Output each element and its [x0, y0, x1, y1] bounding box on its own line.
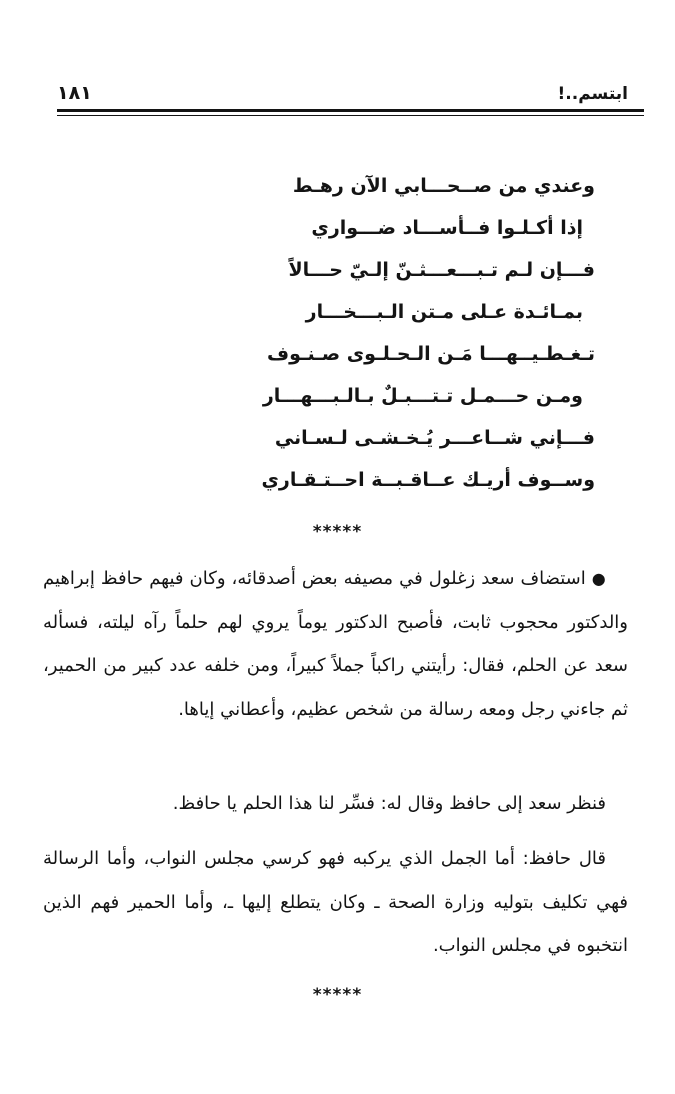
- story-paragraph: فنظر سعد إلى حافظ وقال له: فسِّر لنا هذا الحلم يا حافظ.: [172, 793, 606, 814]
- running-title: ابتسم..!: [557, 84, 628, 104]
- page-number: ١٨١: [57, 82, 92, 104]
- poem-line: وعندي من صــحـــابي الآن رهـط: [292, 175, 595, 197]
- bullet-icon: ●: [591, 569, 606, 588]
- poem-line: تـغـطـيــهـــا مَـن الـحـلـوى صـنـوف: [267, 343, 595, 365]
- poem-line: إذا أكـلـوا فــأســـاد ضـــواري: [311, 217, 583, 239]
- story-paragraph-text: استضاف سعد زغلول في مصيفه بعض أصدقائه، وكان فيهم حافظ إبراهيم والدكتور محجوب ثابت، فأصبح الدكتور يوماً يروي لهم حلماً رآه ليلته، فسأله سعد عن الحلم، فقال: رأيتني راكباً جملاً كبيراً، ومن خلفه عدد كبير من الحمير، ثم جاءني رجل ومعه رسالة من شخص عظيم، وأعطاني إياها.: [43, 568, 628, 720]
- poem-line: وســوف أريـك عــاقـبــة احــتـقـاري: [261, 469, 595, 491]
- poem-line: فـــإني شــاعـــر يُـخـشـى لـسـاني: [274, 427, 595, 449]
- story-paragraph: [43, 557, 628, 731]
- section-separator: *****: [312, 985, 363, 1005]
- story-paragraph: قال حافظ: أما الجمل الذي يركبه فهو كرسي مجلس النواب، وأما الرسالة فهي تكليف بتوليه وزارة الصحة ـ وكان يتطلع إليها ـ، وأما الحمير فهم الذين انتخبوه في مجلس النواب.: [43, 848, 628, 956]
- header-rule-thin: [57, 115, 644, 116]
- section-separator: *****: [312, 522, 363, 542]
- poem-line: بمـائـدة عـلى مـتن الـبـــخـــار: [305, 301, 583, 323]
- poem-line: ومـن حـــمـل تـتـــبـلٌ بـالـبـــهـــار: [262, 385, 583, 407]
- header-rule-thick: [57, 109, 644, 112]
- poem-line: فـــإن لـم تـبـــعـــثـنّ إلـيّ حـــالاً: [288, 259, 595, 281]
- poem: [75, 166, 595, 502]
